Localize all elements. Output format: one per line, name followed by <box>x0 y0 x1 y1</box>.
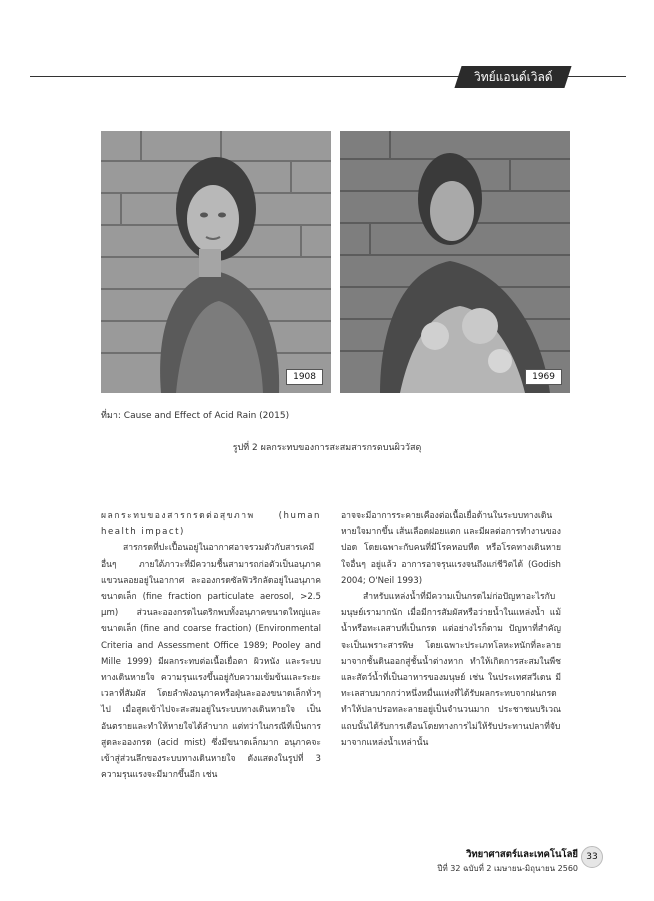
journal-title: วิทยาศาสตร์และเทคโนโลยี <box>466 849 578 860</box>
section-tab <box>454 66 571 88</box>
section-heading: ผลกระทบของสารกรดต่อสุขภาพ (human health impact) <box>101 511 321 538</box>
article-column-right <box>341 508 561 751</box>
statue-photo-1908 <box>101 131 331 393</box>
figure-source: ที่มา: Cause and Effect of Acid Rain (2015) <box>101 411 290 421</box>
issue-info: ปีที่ 32 ฉบับที่ 2 เมษายน-มิถุนายน 2560 <box>437 864 578 873</box>
figure-caption: รูปที่ 2 ผลกระทบของการสะสมสารกรดบนผิววัสดุ <box>232 443 422 453</box>
year-label-1908: 1908 <box>286 369 323 385</box>
year-label-1969: 1969 <box>525 369 562 385</box>
body-paragraph: สำหรับแหล่งน้ำที่มีความเป็นกรดไม่ก่อปัญหาอะไรกับมนุษย์เรามากนัก เมื่อมีการสัมผัสหรือว่ายน้ำในแหล่งน้ำ แม้น้ำหรือทะเลสาบที่เป็นกรด แต่อย่างไรก็ตาม ปัญหาที่สำคัญจะเป็นเพราะสารพิษ โดยเฉพาะประเภทโลหะหนักที่ละลายมาจากชั้นดินออกสู่ชั้นน้ำต่างหาก ทำให้เกิดการสะสมในพืชและสัตว์น้ำที่เป็นอาหารของมนุษย์ เช่น ในประเทศสวีเดน มีทะเลสาบมากกว่าหนึ่งหมื่นแห่งที่ได้รับผลกระทบจากฝนกรดทำให้ปลาปรอทละลายอยู่เป็นจำนวนมาก ประชาชนบริเวณแถบนั้นได้รับการเตือนโดยทางการไม่ให้รับประทานปลาที่จับมาจากแหล่งน้ำเหล่านั้น <box>341 592 561 748</box>
page-number: 33 <box>581 846 603 868</box>
article-column-left <box>101 508 321 783</box>
statue-photo-1969 <box>340 131 570 393</box>
section-tab-label: วิทย์แอนด์เวิลด์ <box>473 70 553 84</box>
body-paragraph: อาจจะมีอาการระคายเคืองต่อเนื้อเยื่อด้านในระบบทางเดินหายใจมากขึ้น เส้นเลือดฝอยแตก และมีผลต่อการทำงานของปอด โดยเฉพาะกับคนที่มีโรคหอบหืด หรือโรคทางเดินหายใจอื่นๆ อยู่แล้ว อาการอาจรุนแรงจนถึงแก่ชีวิตได้ (Godish 2004; O'Neil 1993) <box>341 511 561 586</box>
body-paragraph: สารกรดที่ปะเปื้อนอยู่ในอากาศอาจรวมตัวกับสารเคมีอื่นๆ ภายใต้ภาวะที่มีความชื้นสามารถก่อตัวเป็นอนุภาคแขวนลอยอยู่ในอากาศ ละอองกรดซัลฟิวริกลัดอยู่ในอนุภาคขนาดเล็ก (fine fraction particulate aerosol, >2.5 µm) ส่วนละอองกรดไนตริกพบทั้งอนุภาคขนาดใหญ่และขนาดเล็ก (fine and coarse fraction) (Environmental Criteria and Assessment Office 1989; Pooley and Mille 1999) มีผลกระทบต่อเนื้อเยื่อตา ผิวหนัง และระบบทางเดินหายใจ ความรุนแรงขึ้นอยู่กับความเข้มข้นและระยะเวลาที่สัมผัส โดยลำพังอนุภาคหรือฝุ่นละอองขนาดเล็กทั่วๆ ไป เมื่อสูดเข้าไปจะสะสมอยู่ในระบบทางเดินหายใจ เป็นอันตรายและทำให้หายใจได้ลำบาก แต่ทว่าในกรณีที่เป็นการสูดละอองกรด (acid mist) ซึ่งมีขนาดเล็กมาก อนุภาคจะเข้าสู่ส่วนลึกของระบบทางเดินหายใจ ดังแสดงในรูปที่ 3 ความรุนแรงจะมีมากขึ้นอีก เช่น <box>101 543 321 781</box>
